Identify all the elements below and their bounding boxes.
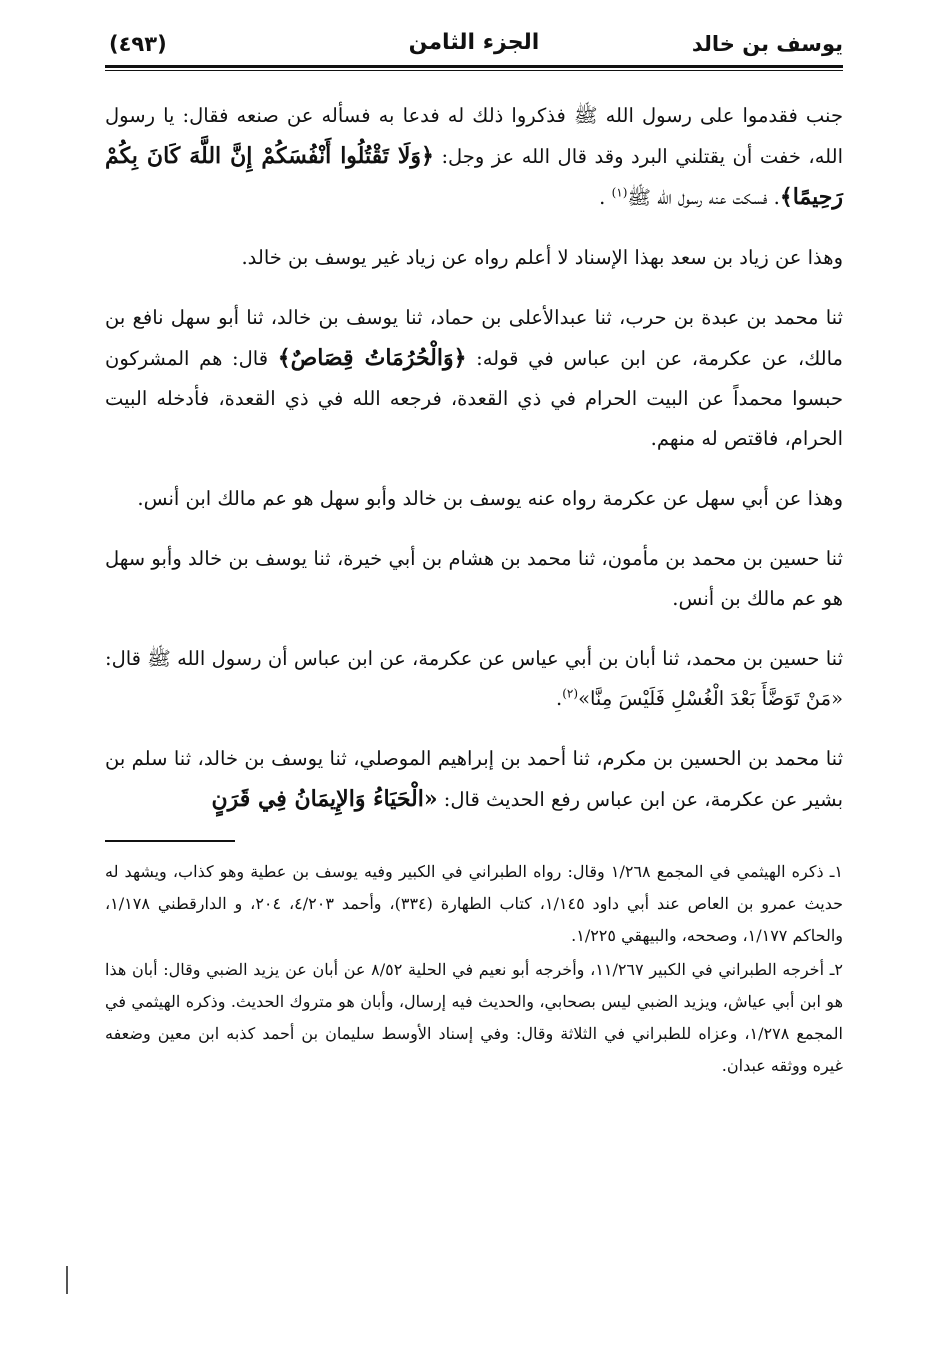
paragraph-text: وهذا عن أبي سهل عن عكرمة رواه عنه يوسف بن خالد وأبو سهل هو عم مالك ابن أنس. — [137, 487, 843, 510]
paragraph-text: . — [599, 186, 612, 209]
page-number: (٤٩٣) — [109, 32, 167, 56]
hadith-quote: «مَنْ تَوَضَّأَ بَعْدَ الْغُسْلِ فَلَيْسَ مِنَّا» — [578, 687, 843, 710]
header-rule-thin — [105, 70, 843, 71]
running-header — [105, 22, 843, 66]
footnote-1: ١ـ ذكره الهيثمي في المجمع ١/٢٦٨ وقال: رواه الطبراني في الكبير وفيه يوسف بن عطية وهو كذاب، ويشهد له حديث عمرو بن العاص عند أبي داود ١/١٤٥، كتاب الطهارة (٣٣٤)، وأحمد ٤/٢٠٣، ٢٠٤، و الدارقطني ١/١٧٨، والحاكم ١/١٧٧، وصححه، والبيهقي ١/٢٢٥. — [105, 862, 844, 945]
hadith-quote: «الْحَيَاءُ وَالإِيمَانُ فِي قَرَنٍ — [211, 786, 438, 812]
quran-verse: ﴿وَالْحُرُمَاتُ قِصَاصٌ﴾ — [277, 345, 467, 371]
paragraph-text: وهذا عن زياد بن سعد بهذا الإسناد لا أعلم رواه عن زياد غير يوسف بن خالد. — [241, 246, 843, 269]
footnote-marker-1: (١) — [611, 185, 628, 200]
paragraph-text: ثنا محمد بن عبدة بن حرب، ثنا عبدالأعلى بن حماد، ثنا يوسف بن خالد، ثنا أبو سهل نافع بن مالك، عن عكرمة، عن ابن عباس في قوله: — [105, 306, 843, 370]
paragraph-text: . — [556, 687, 563, 710]
paragraph-text: ثنا حسين بن محمد، ثنا أبان بن أبي عياس عن عكرمة، عن ابن عباس أن رسول الله ﷺ قال: — [105, 647, 843, 670]
paragraph-3 — [105, 298, 843, 459]
footnote-separator — [105, 840, 235, 842]
footnote-2: ٢ـ أخرجه الطبراني في الكبير ١١/٢٦٧، وأخرجه أبو نعيم في الحلية ٨/٥٢ عن أبان عن يزيد الضبي وقال: أبان هذا هو ابن أبي عياش، ويزيد الضبي ليس بصحابي، والحديث فيه إرسال، وأبان هو متروك الحديث. وذكره الهيثمي في المجمع ١/٢٧٨، وعزاه للطبراني في الثلاثة وقال: وفي إسناد الأوسط سليمان بن أحمد كذبه ابن معين وضعفه غيره ووثقه عبدان. — [105, 960, 844, 1075]
paragraph-2 — [105, 238, 843, 278]
header-part: الجزء الثامن — [408, 30, 540, 55]
paragraph-6 — [105, 639, 843, 719]
book-page — [105, 22, 843, 1342]
paragraph-1 — [105, 96, 843, 218]
paragraph-7 — [105, 739, 843, 820]
scan-mark — [66, 1266, 68, 1294]
paragraph-text: ثنا حسين بن محمد بن مأمون، ثنا محمد بن هشام بن أبي خيرة، ثنا يوسف بن خالد وأبو سهل هو عم مالك بن أنس. — [105, 547, 843, 610]
paragraph-text: قال: هم المشركون حبسوا محمداً عن البيت الحرام في ذي القعدة، فرجعه الله في ذي القعدة، فأدخله البيت الحرام، فاقتص له منهم. — [105, 347, 843, 450]
paragraph-text: جنب فقدموا على رسول الله ﷺ فذكروا ذلك له فدعا به فسأله عن صنعه فقال: يا رسول الله، خفت أن يقتلني البرد وقد قال الله عز وجل: — [105, 104, 843, 168]
header-rule-thick — [105, 65, 843, 68]
paragraph-text: ثنا محمد بن الحسين بن مكرم، ثنا أحمد بن إبراهيم الموصلي، ثنا يوسف بن خالد، ثنا سلم بن بشير عن عكرمة، عن ابن عباس رفع الحديث قال: — [105, 747, 843, 811]
paragraph-5 — [105, 539, 843, 619]
footnotes — [105, 856, 843, 1082]
quran-verse: ﴿وَلَا تَقْتُلُوا أَنْفُسَكُمْ إِنَّ اللَّهَ كَانَ بِكُمْ رَحِيمًا﴾ — [105, 143, 843, 210]
main-text — [105, 96, 843, 820]
header-author: يوسف بن خالد — [691, 32, 843, 56]
paragraph-text: . فسكت عنه رسول الله ﷺ — [627, 186, 780, 209]
paragraph-4 — [105, 479, 843, 519]
footnote-marker-2: (٢) — [562, 686, 579, 701]
